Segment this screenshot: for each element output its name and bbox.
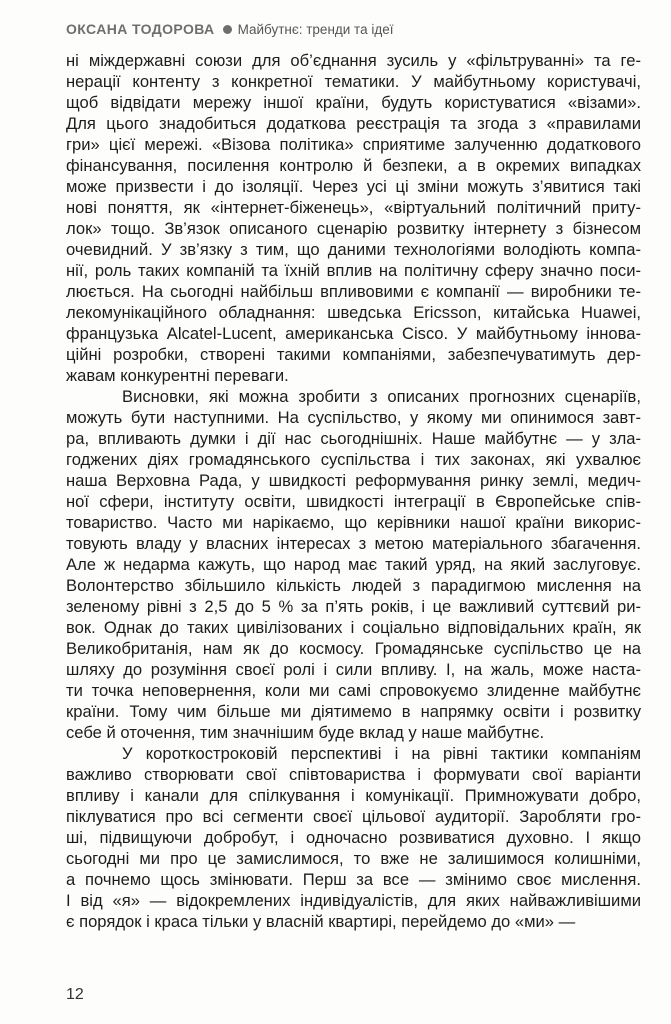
text-line: сьогодні ми про це замислимося, то вже не залишимося колишніми,	[66, 849, 641, 868]
text-line: Волонтерство збільшило кількість людей з парадигмою мислення на	[66, 576, 641, 595]
text-line: нові поняття, як «інтернет-біженець», «віртуальний політичний приту-	[66, 198, 641, 217]
text-line: І від «я» — відокремлених індивідуалістів, для яких найважливішими	[66, 891, 641, 910]
text-line: ра, впливають думки і дії нас сьогоднішніх. Наше майбутнє — у зла-	[66, 429, 641, 448]
text-line: ні міждержавні союзи для об’єднання зусиль у «фільтруванні» та ге-	[66, 51, 641, 70]
text-line: країни. Тому чим більше ми діятимемо в напрямку освіти і розвитку	[66, 702, 641, 721]
text-line: люється. На сьогодні найбільш впливовими є компанії — виробники те-	[66, 282, 641, 301]
paragraph	[66, 743, 641, 932]
text-line: Висновки, які можна зробити з описаних прогнозних сценаріїв,	[122, 387, 641, 406]
text-line: лок» тощо. Зв’язок описаного сценарію розвитку інтернету з бізнесом	[66, 219, 641, 238]
text-line: гри» цієї мережі. «Візова політика» сприятиме залученню додаткового	[66, 135, 641, 154]
text-line: а почнемо щось змінювати. Перш за все — змінимо своє мислення.	[66, 870, 641, 889]
text-line: годжених діях громадянського суспільства і тих законах, які ухвалює	[66, 450, 641, 469]
text-line: очевидний. У зв’язку з тим, що даними технологіями володіють компа-	[66, 240, 641, 259]
text-line: французька Alcatel-Lucent, американська Cisco. У майбутньому іннова-	[66, 324, 641, 343]
text-line: ти точка неповернення, коли ми самі спровокуємо злиденне майбутнє	[66, 681, 641, 700]
text-line: товариство. Часто ми нарікаємо, що керівники нашої країни викорис-	[66, 513, 641, 532]
text-line: Великобританія, нам як до космосу. Громадянське суспільство це на	[66, 639, 641, 658]
text-line: ційні розробки, створені такими компаніями, забезпечуватимуть дер-	[66, 345, 641, 364]
paragraph	[66, 50, 641, 386]
text-line: вок. Однак до таких цивілізованих і соціально відповідальних країн, як	[66, 618, 641, 637]
header-book-title: Майбутнє: тренди та ідеї	[237, 21, 394, 37]
text-line: нерації контенту з конкретної тематики. У майбутньому користувачі,	[66, 72, 641, 91]
bullet-icon	[223, 25, 232, 34]
text-line: лекомунікаційного обладнання: шведська Ericsson, китайська Huawei,	[66, 303, 641, 322]
text-line: наша Верховна Рада, у швидкості реформування ринку землі, медич-	[66, 471, 641, 490]
text-line: може призвести і до ізоляції. Через усі ці зміни можуть з’явитися такі	[66, 177, 641, 196]
text-line: У короткостроковій перспективі і на рівні тактики компаніям	[122, 744, 641, 763]
header-author: ОКСАНА ТОДОРОВА	[66, 21, 215, 37]
text-line: ної сфери, інституту освіти, швидкості інтеграції в Європейське спів-	[66, 492, 641, 511]
text-line: впливу і канали для спілкування і комунікації. Примножувати добро,	[66, 786, 641, 805]
text-line: Але ж недарма кажуть, що народ має такий уряд, на який заслуговує.	[66, 555, 641, 574]
body-text	[66, 50, 641, 932]
text-line: себе й оточення, тим значнішим буде вклад у наше майбутнє.	[66, 723, 545, 742]
text-line: жавам конкурентні переваги.	[66, 366, 289, 385]
page-number: 12	[66, 986, 84, 1003]
text-line: нії, роль таких компаній та їхній вплив на політичну сферу значно поси-	[66, 261, 641, 280]
text-line: ші, підвищуючи добробут, і одночасно розвиватися духовно. І якщо	[66, 828, 641, 847]
running-header	[66, 18, 651, 40]
text-line: можуть бути наступними. На суспільство, у якому ми опинимося завт-	[66, 408, 641, 427]
text-line: піклуватися про всі сегменти своєї цільової аудиторії. Заробляти гро-	[66, 807, 641, 826]
text-line: шляху до розуміння своєї ролі і сили впливу. І, на жаль, може наста-	[66, 660, 641, 679]
text-line: Для цього знадобиться додаткова реєстрація та згода з «правилами	[66, 114, 641, 133]
text-line: щоб відвідати мережу іншої країни, будуть користуватися «візами».	[66, 93, 641, 112]
text-line: є порядок і краса тільки у власній квартирі, перейдемо до «ми» —	[66, 912, 576, 931]
paragraph	[66, 386, 641, 743]
text-line: важливо створювати свої співтовариства і формувати свої варіанти	[66, 765, 641, 784]
text-line: зеленому рівні з 2,5 до 5 % за п’ять років, і це важливий суттєвий ри-	[66, 597, 641, 616]
text-line: фінансування, посилення контролю й безпеки, а в окремих випадках	[66, 156, 641, 175]
text-line: товують владу у власних інтересах з метою матеріального збагачення.	[66, 534, 641, 553]
